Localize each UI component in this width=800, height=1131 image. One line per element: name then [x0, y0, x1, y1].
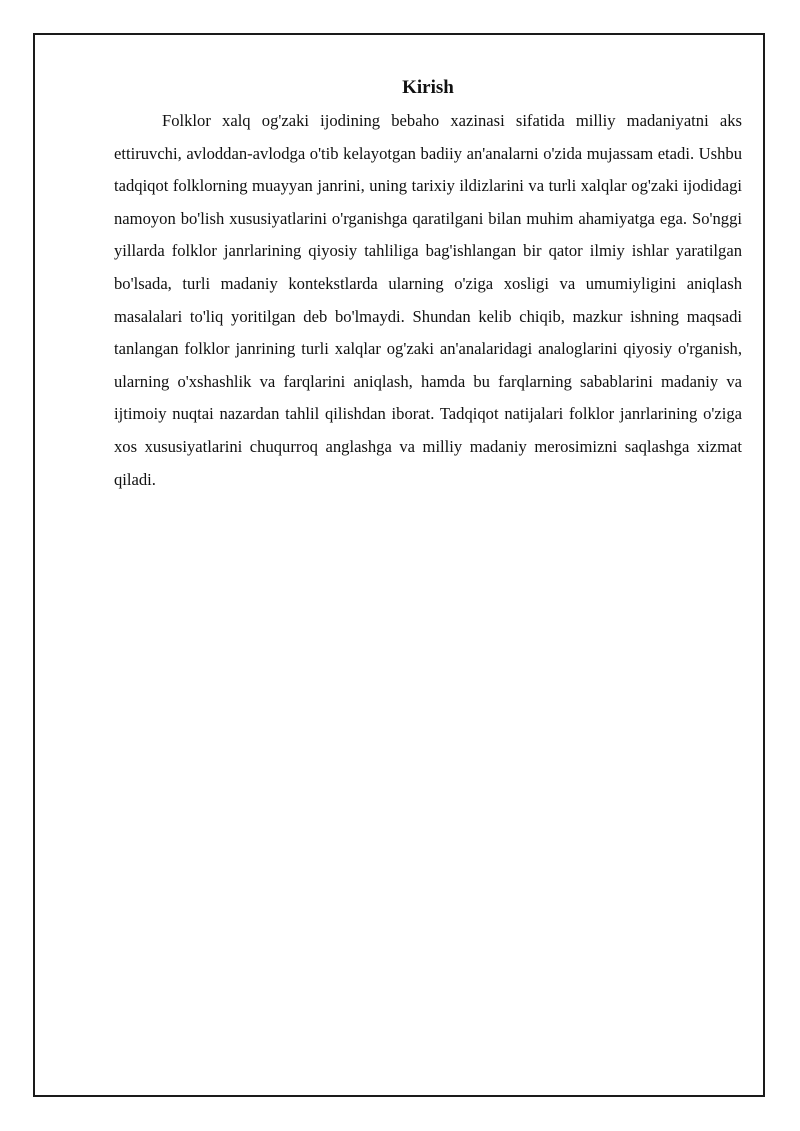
section-title: Kirish — [402, 77, 454, 98]
page-content — [114, 74, 742, 496]
intro-paragraph: Folklor xalq og'zaki ijodining bebaho xazinasi sifatida milliy madaniyatni aks ettiruvchi, avloddan-avlodga o'tib kelayotgan badiiy an'analarni o'zida mujassam etadi. Ushbu tadqiqot folklorning muayyan janrini, uning tarixiy ildizlarini va turli xalqlar og'zaki ijodidagi namoyon bo'lish xususiyatlarini o'rganishga qaratilgani bilan muhim ahamiyatga ega. So'nggi yillarda folklor janrlarining qiyosiy tahliliga bag'ishlangan bir qator ilmiy ishlar yaratilgan bo'lsada, turli madaniy kontekstlarda ularning o'ziga xosligi va umumiyligini aniqlash masalalari to'liq yoritilgan deb bo'lmaydi. Shundan kelib chiqib, mazkur ishning maqsadi tanlangan folklor janrining turli xalqlar og'zaki an'analaridagi analoglarini qiyosiy o'rganish, ularning o'xshashlik va farqlarini aniqlash, hamda bu farqlarning sabablarini madaniy va ijtimoiy nuqtai nazardan tahlil qilishdan iborat. Tadqiqot natijalari folklor janrlarining o'ziga xos xususiyatlarini chuqurroq anglashga va milliy madaniy merosimizni saqlashga xizmat qiladi. — [114, 111, 742, 489]
